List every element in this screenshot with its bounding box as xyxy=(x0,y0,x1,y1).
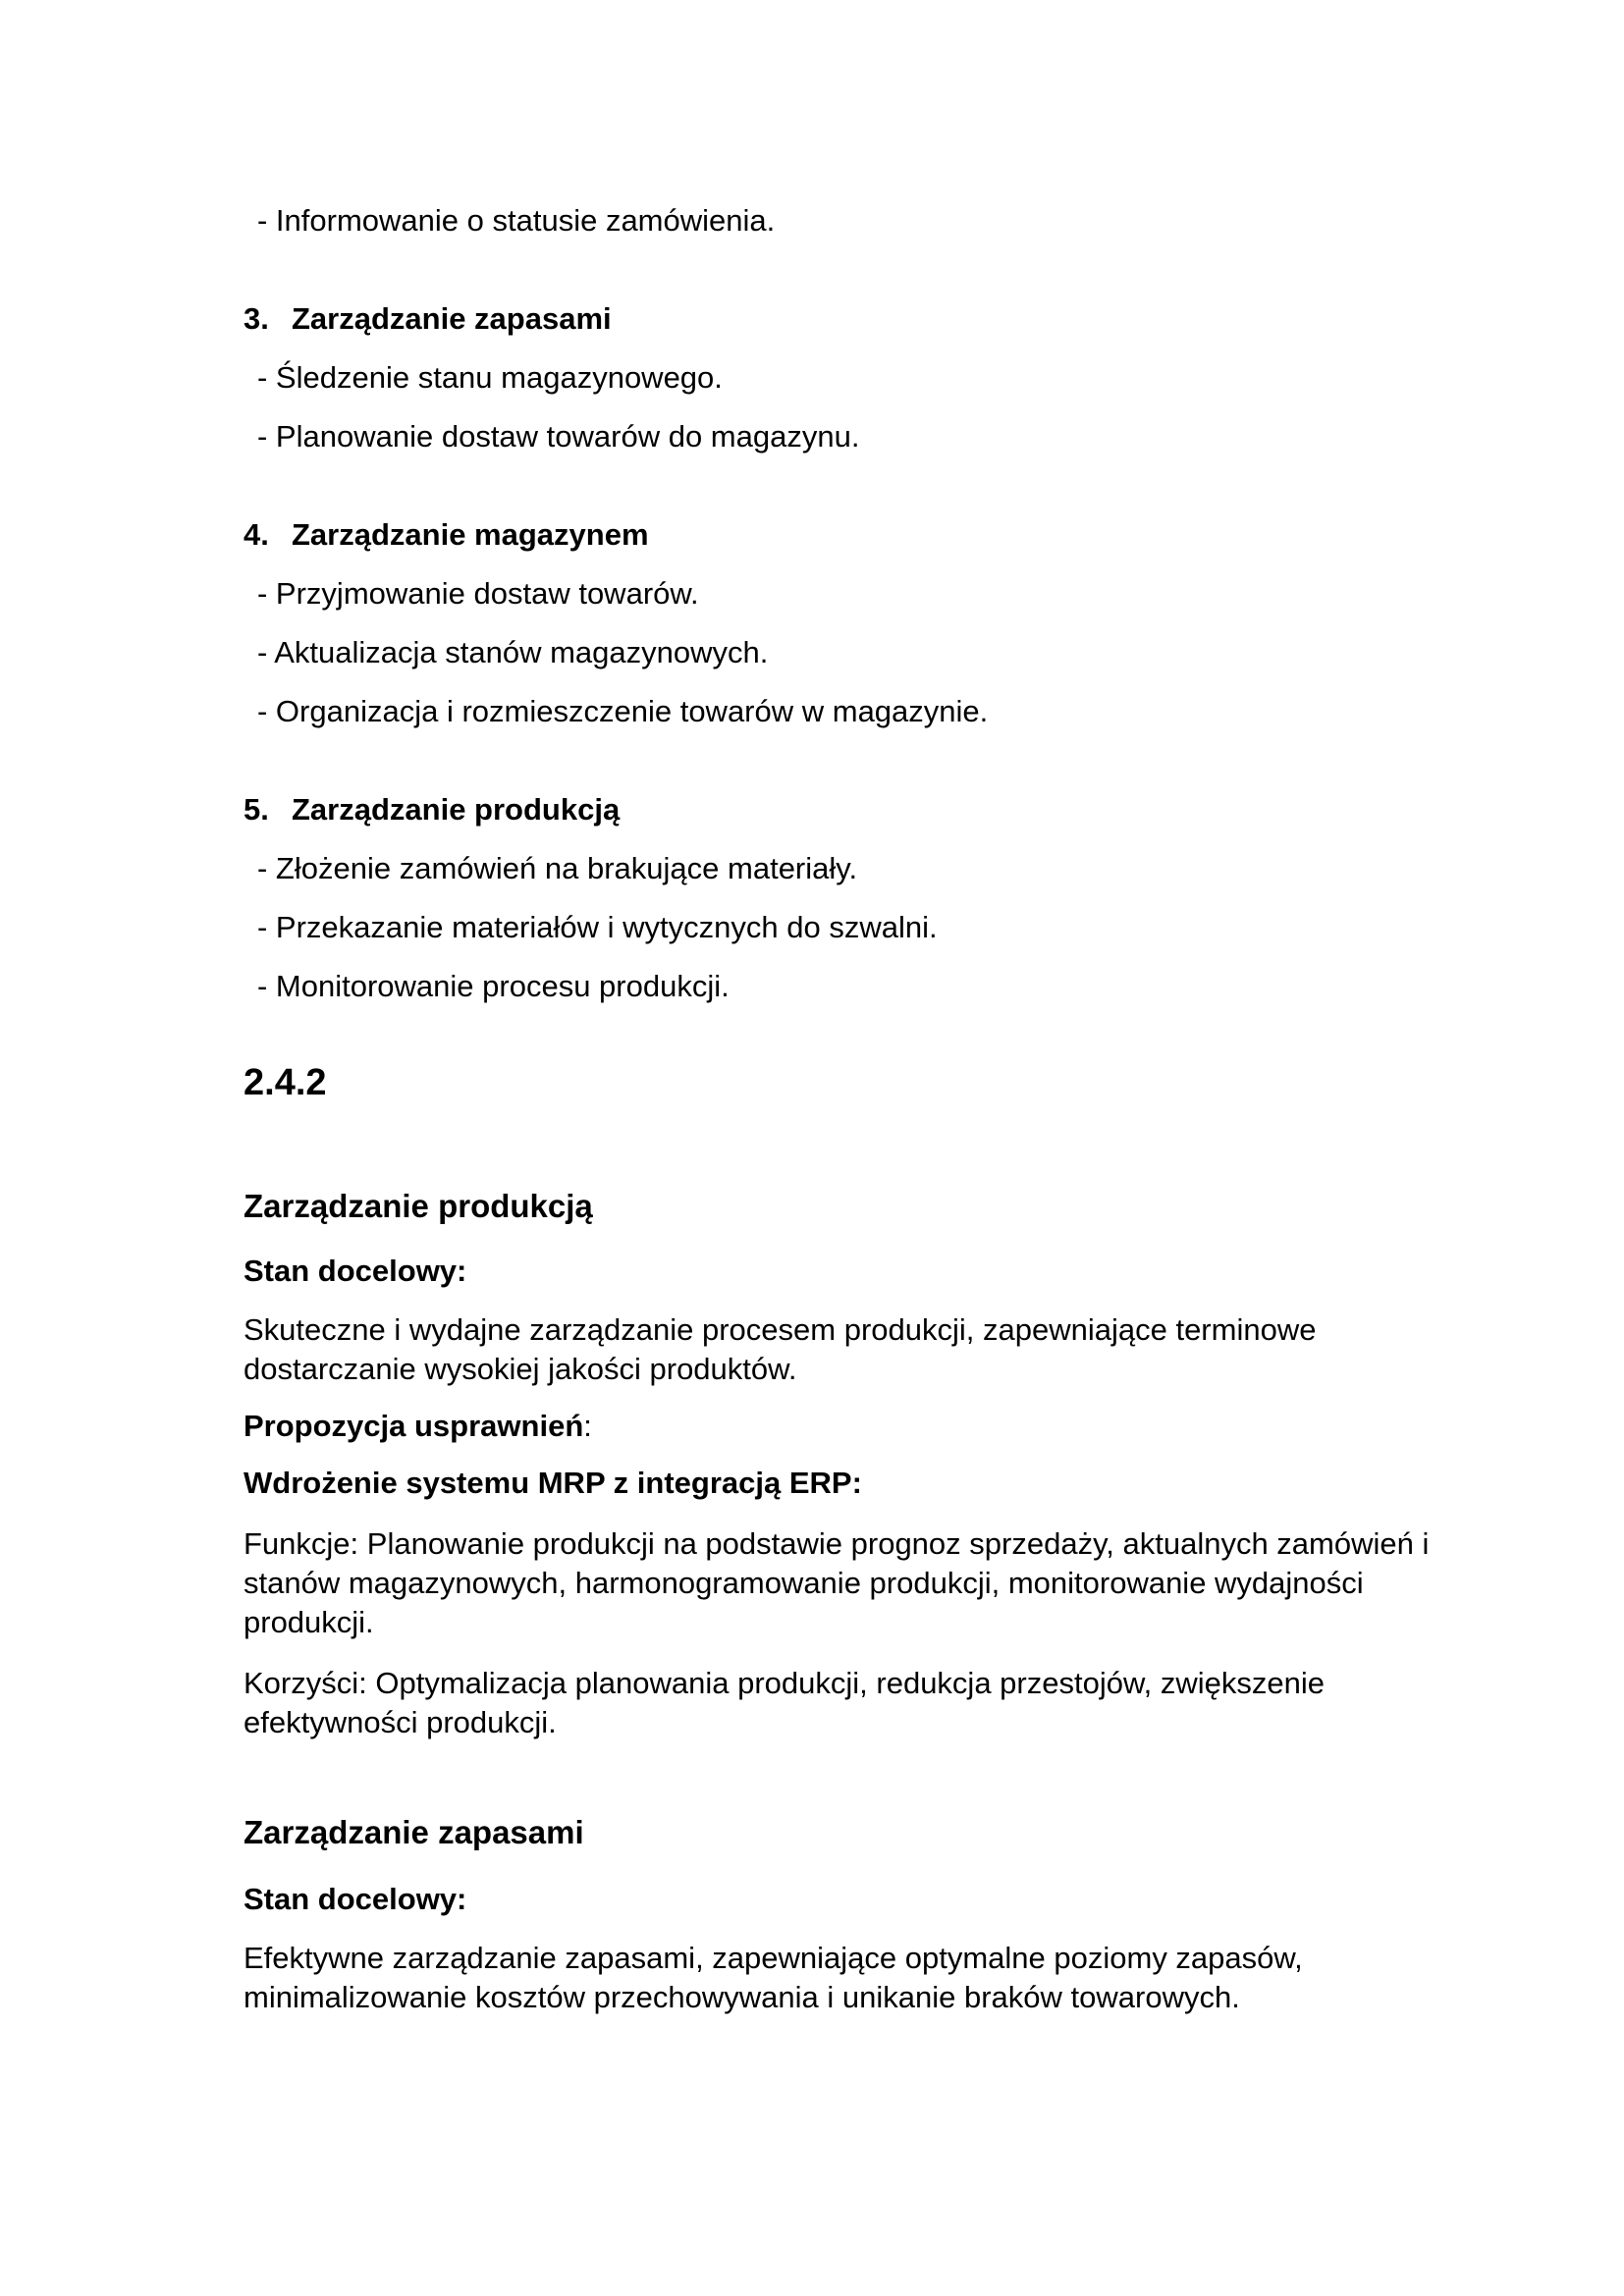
solution-heading: Wdrożenie systemu MRP z integracją ERP: xyxy=(244,1466,862,1500)
numbered-section-heading xyxy=(244,299,1461,339)
list-item: - Aktualizacja stanów magazynowych. xyxy=(257,635,769,669)
target-state-label: Stan docelowy: xyxy=(244,1882,467,1916)
section-heading-number: 4. xyxy=(244,517,269,552)
numbered-section-heading xyxy=(244,790,1461,829)
section-heading-number: 5. xyxy=(244,792,269,827)
improvements-label-bold: Propozycja usprawnień xyxy=(244,1409,584,1443)
list-item: - Przyjmowanie dostaw towarów. xyxy=(257,576,699,611)
document-content xyxy=(244,201,1461,2017)
list-item: - Informowanie o statusie zamówienia. xyxy=(257,203,776,238)
improvements-label xyxy=(244,1407,1461,1446)
list-item: - Organizacja i rozmieszczenie towarów w magazynie. xyxy=(257,694,989,728)
list-item: - Monitorowanie procesu produkcji. xyxy=(257,969,730,1003)
chapter-number-heading: 2.4.2 xyxy=(244,1062,327,1103)
list-item: - Złożenie zamówień na brakujące materiały. xyxy=(257,851,858,885)
functions-paragraph: Funkcje: Planowanie produkcji na podstawie prognoz sprzedaży, aktualnych zamówień i stanów magazynowych, harmonogramowanie produkcji, monitorowanie wydajności produkcji. xyxy=(244,1526,1430,1639)
subsection-title: Zarządzanie produkcją xyxy=(244,1188,593,1224)
subsection-title: Zarządzanie zapasami xyxy=(244,1814,584,1850)
numbered-section-heading xyxy=(244,515,1461,555)
section-heading-title: Zarządzanie zapasami xyxy=(292,301,612,336)
list-item: - Planowanie dostaw towarów do magazynu. xyxy=(257,419,860,454)
list-item: - Śledzenie stanu magazynowego. xyxy=(257,360,723,395)
section-heading-title: Zarządzanie produkcją xyxy=(292,792,621,827)
section-heading-title: Zarządzanie magazynem xyxy=(292,517,649,552)
target-state-text: Efektywne zarządzanie zapasami, zapewniające optymalne poziomy zapasów, minimalizowanie kosztów przechowywania i unikanie braków towarowych. xyxy=(244,1941,1303,2014)
section-heading-number: 3. xyxy=(244,301,269,336)
list-item: - Przekazanie materiałów i wytycznych do szwalni. xyxy=(257,910,938,944)
improvements-label-colon: : xyxy=(583,1409,592,1443)
benefits-paragraph: Korzyści: Optymalizacja planowania produkcji, redukcja przestojów, zwiększenie efektywności produkcji. xyxy=(244,1666,1325,1739)
target-state-label: Stan docelowy: xyxy=(244,1254,467,1288)
target-state-text: Skuteczne i wydajne zarządzanie procesem produkcji, zapewniające terminowe dostarczanie wysokiej jakości produktów. xyxy=(244,1312,1317,1386)
